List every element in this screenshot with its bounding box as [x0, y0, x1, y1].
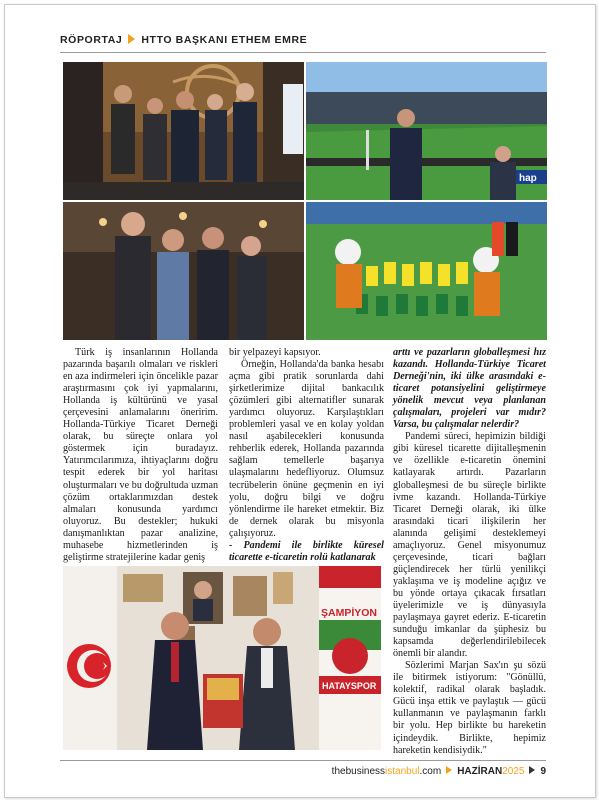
paragraph: bir yelpazeyi kapsıyor.: [229, 347, 321, 358]
section-label: RÖPORTAJ: [60, 34, 123, 46]
column-2: [229, 347, 384, 564]
page-header: [60, 34, 546, 48]
stadium-banner-text: hap: [519, 173, 537, 184]
paragraph: Pandemi süreci, hepimizin bildiği gibi küresel ticarette dijitalleşmenin ve özellikle e-ticaretin önemini katlayarak artırdı. Pazarların globalleşmesi de bu süreçle birlikte ivme kazandı. Hollanda-Türkiye Ticaret Derneği olarak, iki ülke arasındaki ticari ilişkilerin her alanında gelişimi desteklemeyi amaçlıyoruz. Genel misyonumuz çerçevesinde, ticari bağları güçlendirecek her türlü yenilikçi yaklaşıma ve iş modeline açığız ve bu yönde ortaya çıkacak fırsatları üyelerimizle ve iş dünyasıyla paylaşmaya gayret ederiz. E-ticaretin sunduğu imkanlar da şüphesiz bu kapsamda değerlendirilebilecek önemli bir alandır.: [393, 431, 546, 660]
article-subtitle: HTTO BAŞKANI ETHEM EMRE: [141, 34, 308, 46]
photo-group-four: [63, 62, 304, 200]
page-number: 9: [540, 766, 546, 777]
triangle-icon: [529, 766, 535, 774]
photo-gift-presentation: [63, 566, 381, 750]
column-3: [393, 347, 546, 757]
photo-stadium: [306, 62, 547, 200]
paragraph: Örneğin, Hollanda'da banka hesabı açma gibi pratik sorunlarda dahi şirketlerimize dijital bankacılık çözümleri gibi alternatifler sunarak yardımcı oluyoruz. Karşılaştıkları problemleri yasal ve en kolay yoldan nasıl aşabilecekleri konusunda rehberlik ederek, Hollanda pazarında sağlam temellerle başarıya ulaşmalarını hedefliyoruz. Olumsuz tecrübelerin önüne geçmenin en iyi yolu, doğru bilgi ve doğru yönlendirme ile hareket etmektir. Biz de dernek olarak bu misyonla çalışıyoruz.: [229, 359, 384, 539]
triangle-icon: [446, 766, 452, 774]
issue-month: HAZİRAN: [457, 766, 503, 777]
site-name-c: .com: [419, 766, 442, 777]
triangle-icon: [128, 34, 135, 44]
issue-year: 2025: [502, 766, 525, 777]
column-1: [63, 347, 218, 564]
footer-rule: [60, 760, 546, 761]
header-rule: [60, 52, 546, 53]
banner-club-text: HATAYSPOR: [322, 681, 377, 691]
interview-question: - Pandemi ile birlikte küresel ticarette e-ticaretin rolü katlanarak: [229, 539, 384, 563]
photo-youth-team: [306, 202, 547, 340]
interview-question: arttı ve pazarların globalleşmesi hız kazandı. Hollanda-Türkiye Ticaret Derneği'nin, iki ülke arasındaki e-ticaret potansiyelini geliştirmeye yönelik mevcut veya planlanan çalışmaları, projeleri var mıdır? Varsa, bu çalışmalar nelerdir?: [393, 347, 546, 431]
page-footer: [60, 766, 546, 780]
paragraph: Türk iş insanlarının Hollanda pazarında başarılı olmaları ve riskleri en aza indirmeleri için öncelikle pazar araştırmasını çok iyi yapmalarını, Hollanda iş kültürünü ve yasal çerçevesini anlamalarını öneririm. Hollanda-Türkiye Ticaret Derneği olarak, bu süreçte onlara yol göstermek için buradayız. Yatırımcılarımıza, ihtiyaçlarını doğru tespit ederek bir yol haritası oluşturmaları ve bu doğrultuda uzman çözüm ortaklarımızdan destek almaları konusunda yardımcı oluyoruz. Bu destekler; hukuki danışmanlıktan pazar analizine, muhasebe hizmetlerinden iş geliştirme stratejilerine kadar geniş: [63, 347, 218, 563]
paragraph: Sözlerimi Marjan Sax'ın şu sözü ile bitirmek istiyorum: "Gönüllü, kolektif, radikal olarak başladık. Gücü inşa ettik ve paylaştık — gücü kullanmanın ve paylaşmanın farklı bir yolu. Hep birlikte bu hareketin içindeydik. Birlikte, hepimiz hareketin kendisiydik.": [393, 660, 546, 756]
site-name-b: istanbul: [385, 766, 420, 777]
banner-champion-text: ŞAMPİYON: [321, 607, 378, 619]
site-name-a: thebusiness: [331, 766, 386, 777]
photo-four-men: [63, 202, 304, 340]
